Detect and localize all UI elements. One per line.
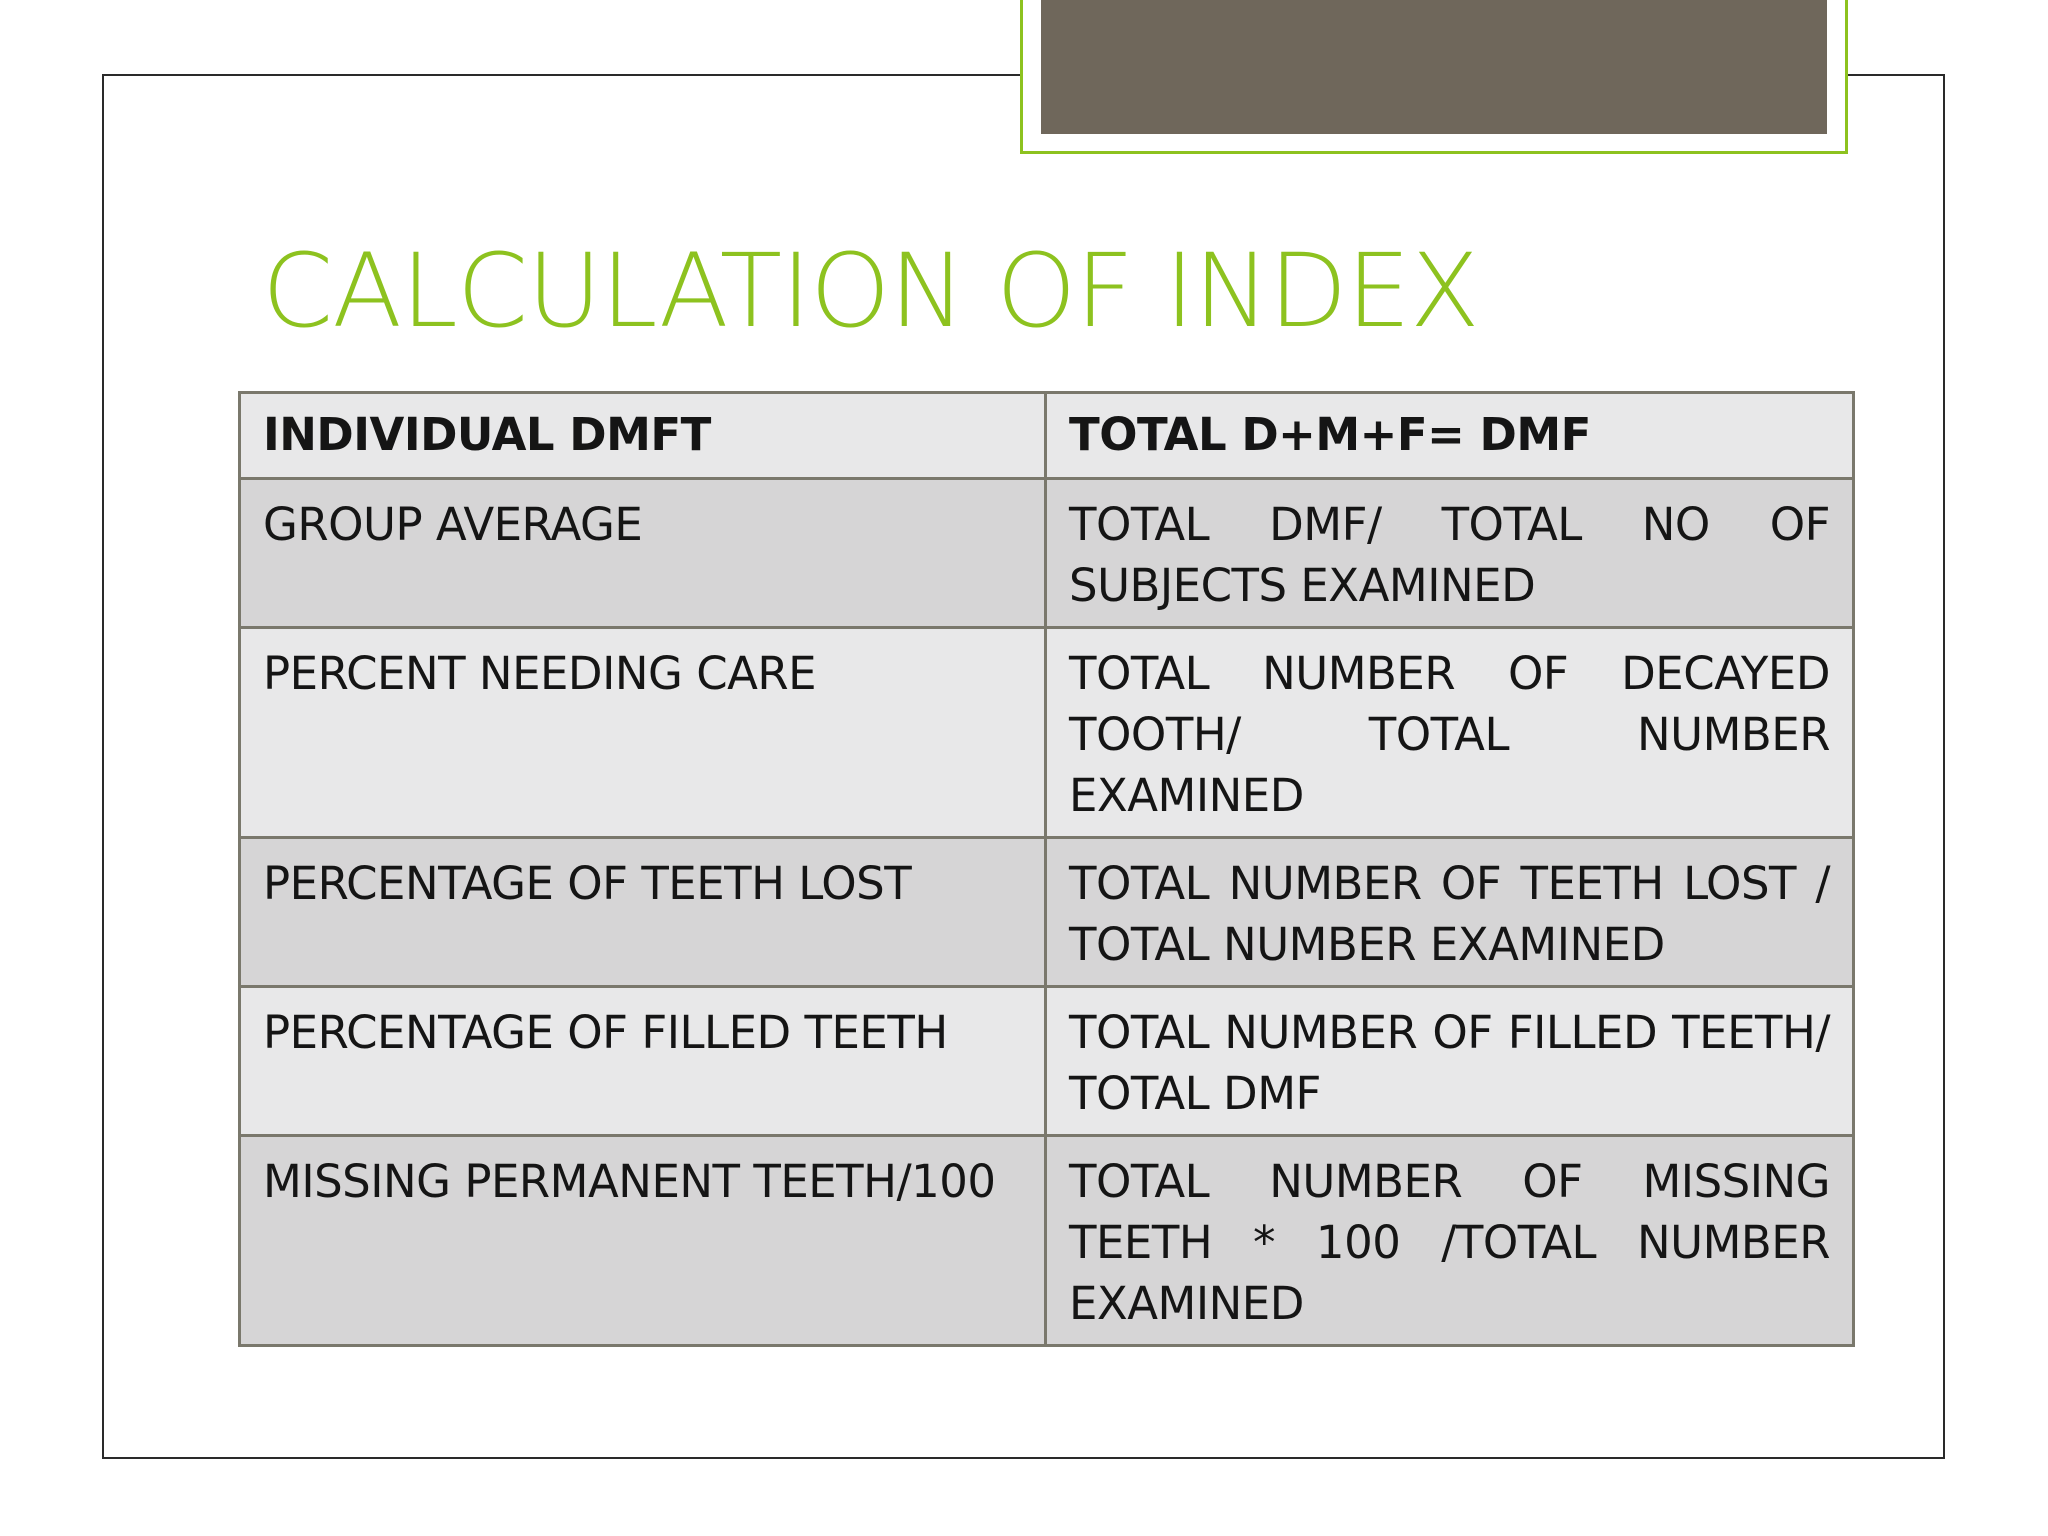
table-row — [240, 628, 1854, 838]
index-calculation-table — [238, 391, 1855, 1347]
table-row — [240, 838, 1854, 987]
row-formula-cell: TOTAL NUMBER OF FILLED TEETH/ TOTAL DMF — [1046, 987, 1854, 1136]
table-row — [240, 1136, 1854, 1346]
row-label-cell: PERCENTAGE OF TEETH LOST — [240, 838, 1046, 987]
header-accent-block — [1041, 0, 1827, 134]
row-formula-cell: TOTAL NUMBER OF MISSING TEETH * 100 /TOTAL NUMBER EXAMINED — [1046, 1136, 1854, 1346]
table-header-row — [240, 393, 1854, 479]
row-formula-cell: TOTAL NUMBER OF DECAYED TOOTH/ TOTAL NUMBER EXAMINED — [1046, 628, 1854, 838]
row-formula-cell: TOTAL NUMBER OF TEETH LOST / TOTAL NUMBER EXAMINED — [1046, 838, 1854, 987]
row-label-cell: PERCENTAGE OF FILLED TEETH — [240, 987, 1046, 1136]
row-formula-cell: TOTAL DMF/ TOTAL NO OF SUBJECTS EXAMINED — [1046, 479, 1854, 628]
header-cell-left: INDIVIDUAL DMFT — [240, 393, 1046, 479]
row-label-cell: PERCENT NEEDING CARE — [240, 628, 1046, 838]
row-label-cell: MISSING PERMANENT TEETH/100 — [240, 1136, 1046, 1346]
table-row — [240, 987, 1854, 1136]
table-row — [240, 479, 1854, 628]
slide-title: CALCULATION OF INDEX — [262, 232, 1479, 351]
row-label-cell: GROUP AVERAGE — [240, 479, 1046, 628]
header-cell-right: TOTAL D+M+F= DMF — [1046, 393, 1854, 479]
